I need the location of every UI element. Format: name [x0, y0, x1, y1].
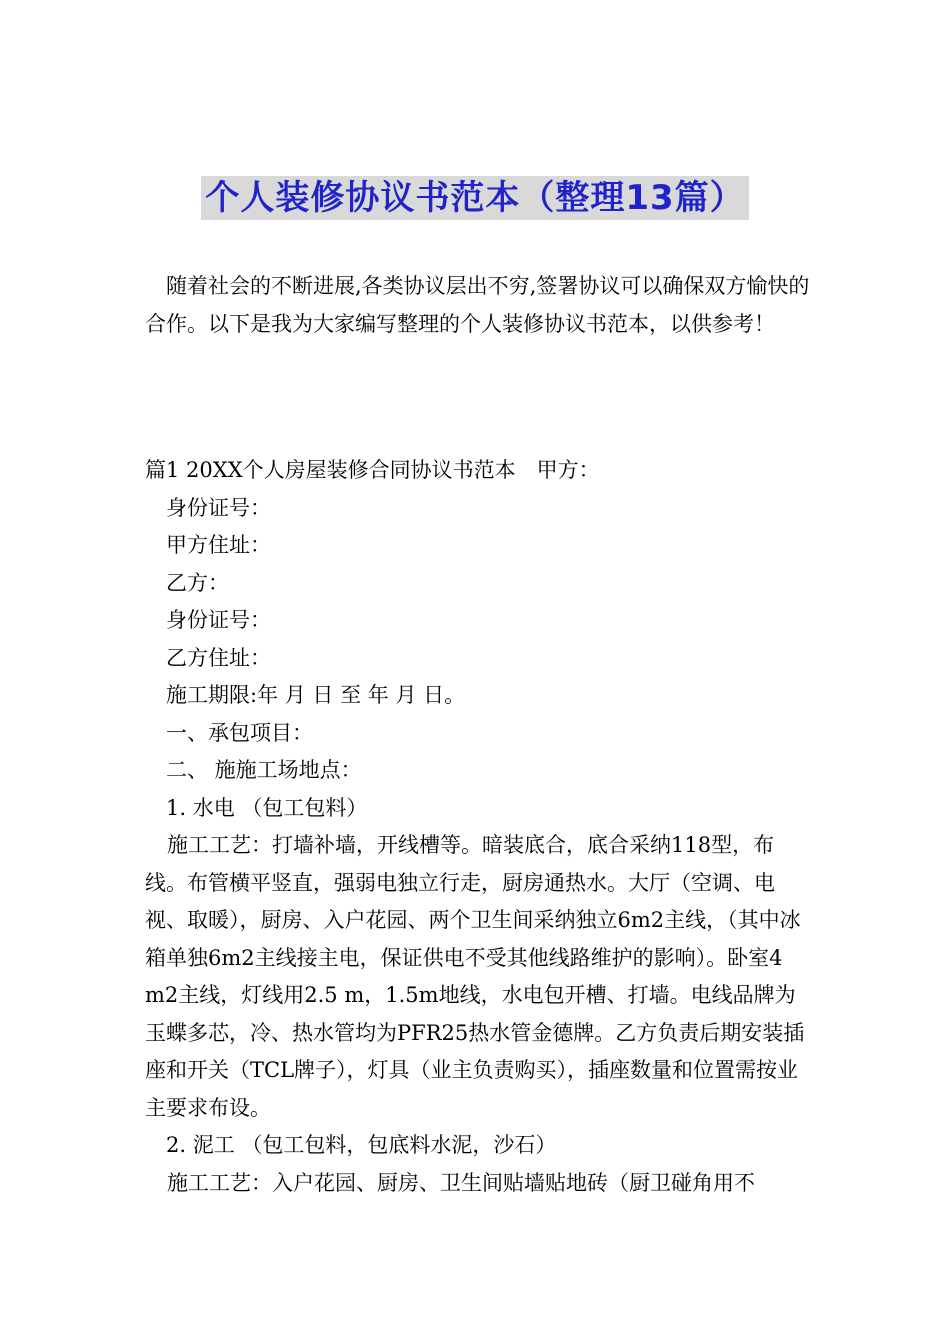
intro-paragraph: 随着社会的不断进展,各类协议层出不穷,签署协议可以确保双方愉快的合作。以下是我为大家编写整理的个人装修协议书范本，以供参考！ [145, 274, 810, 336]
item-plumbing-electrical: 1. 水电 （包工包料） [166, 795, 368, 820]
clause-site-location: 二、 施施工场地点： [166, 758, 362, 782]
party-b-address-field: 乙方住址： [166, 645, 271, 670]
clause-contract-items: 一、承包项目： [166, 720, 313, 745]
section-heading: 篇1 20XX个人房屋装修合同协议书范本 甲方： [145, 458, 600, 482]
item-masonry: 2. 泥工 （包工包料，包底料水泥，沙石） [166, 1133, 557, 1157]
party-a-address-field: 甲方住址： [166, 533, 271, 557]
plumbing-electrical-process: 施工工艺：打墙补墙，开线槽等。暗装底合，底合采纳118型，布线。布管横平竖直，强弱电独立行走，厨房通热水。大厅（空调、电视、取暖），厨房、入户花园、两个卫生间采纳独立6m2主线，（其中冰箱单独6m2主线接主电，保证供电不受其他线路维护的影响）。卧室4 m2主线，灯线用2.5 m，1.5m地线，水电包开槽、打墙。电线品牌为玉蝶多芯，冷、热水管均为PFR25热水管金德牌。乙方负责后期安装插座和开关（TCL牌子），灯具（业主负责购买），插座数量和位置需按业主要求布设。 [145, 833, 805, 1120]
masonry-process: 施工工艺：入户花园、厨房、卫生间贴墙贴地砖（厨卫碰角用不 [167, 1170, 755, 1195]
intro-section [145, 268, 815, 343]
document-title: 个人装修协议书范本（整理13篇） [201, 176, 748, 220]
title-container [0, 176, 950, 220]
construction-period: 施工期限:年 月 日 至 年 月 日。 [166, 683, 466, 707]
party-b-id-field: 身份证号： [166, 608, 271, 632]
party-b-field: 乙方： [166, 570, 229, 595]
party-a-id-field: 身份证号： [166, 495, 271, 520]
contract-content [145, 452, 815, 1202]
